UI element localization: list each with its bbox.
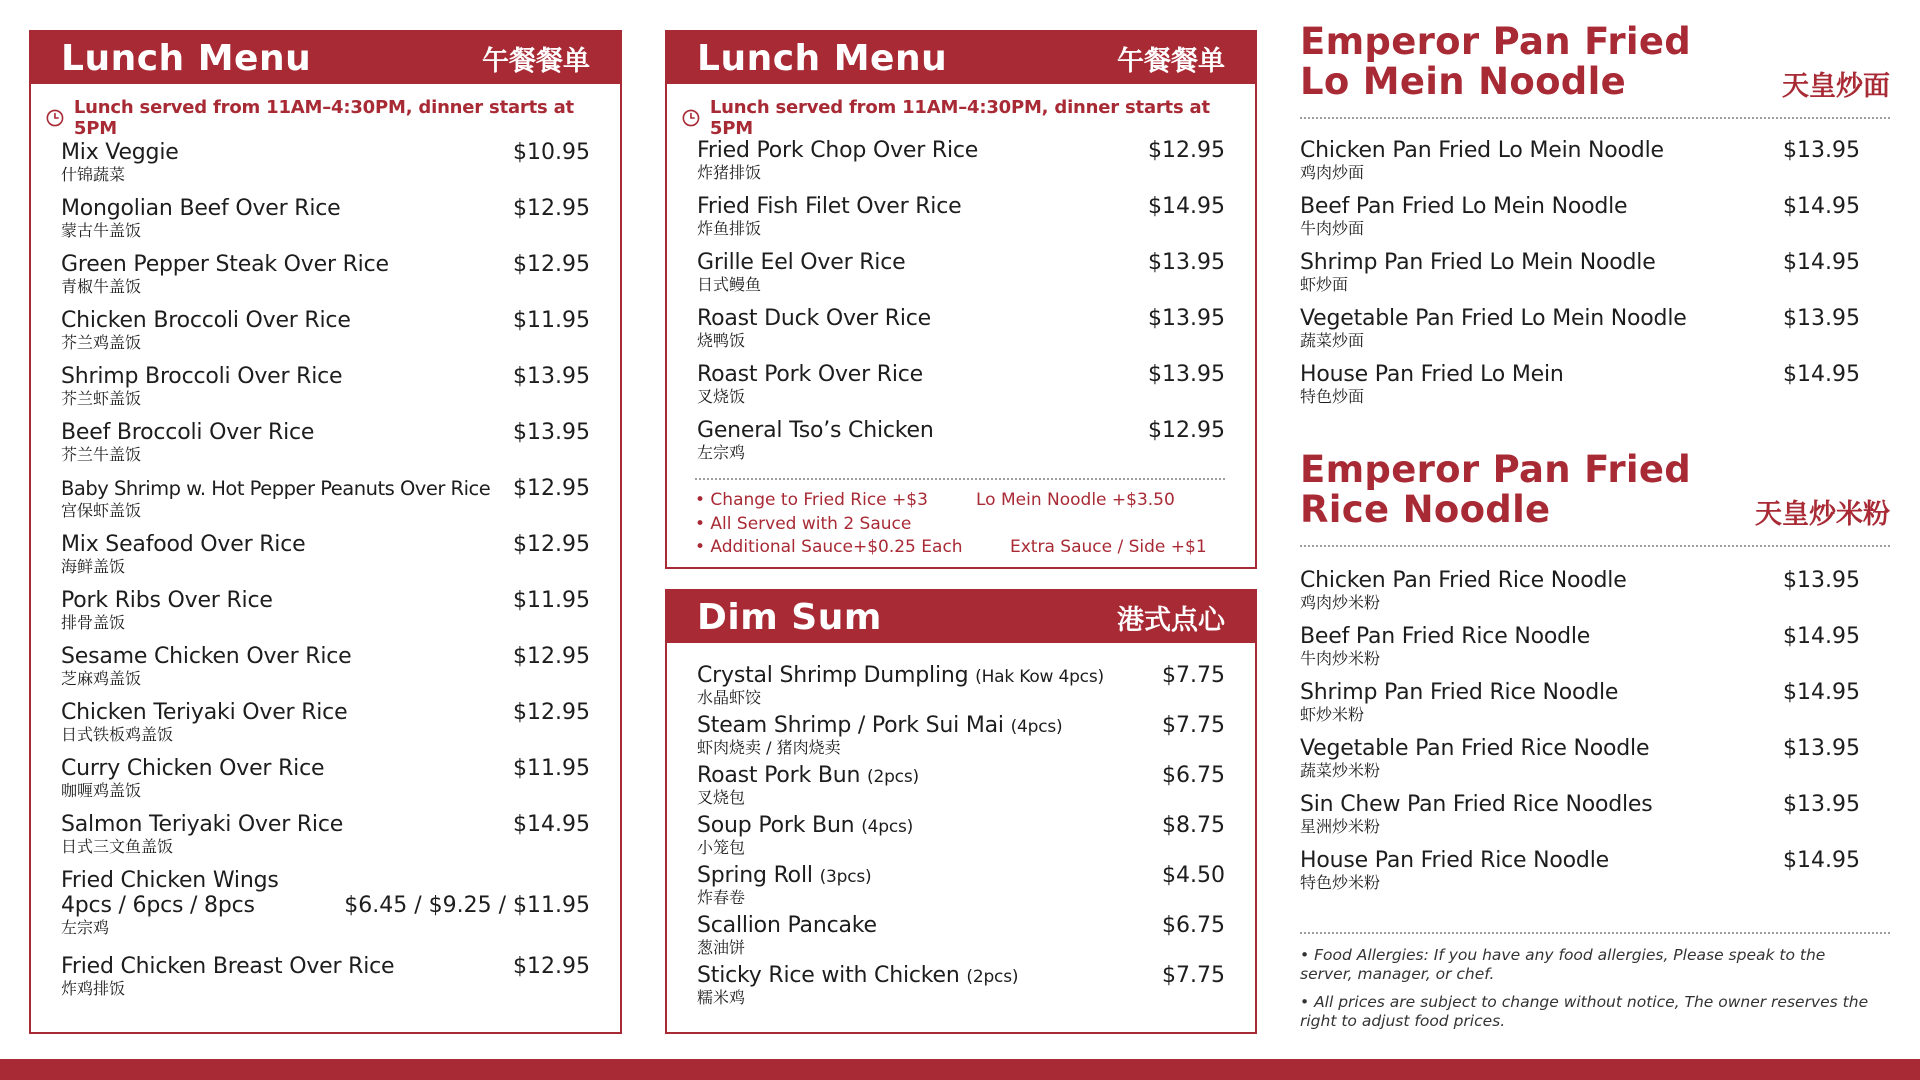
menu-item — [667, 813, 1255, 863]
lunch-menu-panel-mid — [665, 30, 1257, 569]
menu-item — [1270, 624, 1890, 680]
menu-item-price: $12.95 — [513, 476, 590, 501]
section-title-line2: Rice Noodle — [1300, 488, 1551, 531]
menu-item-name — [1300, 736, 1649, 761]
menu-item-name-text: Shrimp Pan Fried Rice Noodle — [1300, 680, 1619, 705]
menu-item-name-text: Salmon Teriyaki Over Rice — [61, 812, 344, 837]
menu-item-row — [61, 893, 590, 918]
menu-item — [667, 418, 1255, 474]
menu-item-name — [697, 763, 919, 788]
menu-item-price: $12.95 — [513, 954, 590, 979]
menu-item-name-text: House Pan Fried Lo Mein — [1300, 362, 1564, 387]
menu-item-row — [697, 963, 1225, 988]
menu-item-name-text: Fried Fish Filet Over Rice — [697, 194, 962, 219]
menu-item-name-cn: 星洲炒米粉 — [1300, 817, 1381, 836]
menu-item-name-text: Scallion Pancake — [697, 913, 877, 938]
lunch-hours-notice — [667, 84, 1255, 139]
menu-item-row — [697, 763, 1225, 788]
menu-item-row — [61, 252, 590, 277]
lunch-hours-notice — [31, 84, 620, 139]
menu-item-price: $13.95 — [1783, 138, 1860, 163]
menu-item-row — [61, 476, 590, 501]
menu-item-name — [697, 813, 913, 838]
menu-item-name-cn: 芥兰牛盖饭 — [61, 445, 142, 464]
menu-item-name-text: Soup Pork Bun — [697, 813, 855, 838]
menu-item-row — [61, 812, 590, 837]
menu-item-row — [697, 418, 1225, 443]
menu-item-price: $13.95 — [1148, 250, 1225, 275]
menu-item-name-text: Shrimp Broccoli Over Rice — [61, 364, 343, 389]
menu-item-row — [697, 194, 1225, 219]
menu-item-name-text: House Pan Fried Rice Noodle — [1300, 848, 1609, 873]
extra-lo-mein: Lo Mein Noodle +$3.50 — [976, 490, 1175, 510]
notice-text: Lunch served from 11AM–4:30PM, dinner starts at 5PM — [709, 97, 1210, 139]
menu-item-row — [697, 362, 1225, 387]
menu-item-row — [61, 588, 590, 613]
menu-item-price: $12.95 — [1148, 138, 1225, 163]
prices-footnote: • All prices are subject to change without notice, The owner reserves the right to adjust food prices. — [1300, 993, 1869, 1030]
menu-item-name-cn: 芥兰虾盖饭 — [61, 389, 142, 408]
menu-item-price: $14.95 — [1148, 194, 1225, 219]
menu-item-name — [697, 963, 1018, 988]
menu-list — [667, 663, 1255, 1013]
menu-item-name — [1300, 306, 1687, 331]
menu-item-name-text: Beef Pan Fried Rice Noodle — [1300, 624, 1591, 649]
menu-item — [1270, 848, 1890, 904]
menu-item-name-cn: 小笼包 — [697, 838, 746, 857]
panel-title-cn: 午餐餐单 — [482, 45, 590, 77]
menu-item-row — [1300, 568, 1860, 593]
menu-item-name-cn: 牛肉炒米粉 — [1300, 649, 1381, 668]
menu-item-name-cn: 宫保虾盖饭 — [61, 501, 142, 520]
menu-item-name — [61, 532, 305, 557]
menu-item-name — [1300, 680, 1618, 705]
menu-item-sizes: 4pcs / 6pcs / 8pcs — [61, 893, 255, 918]
menu-item-name — [61, 196, 341, 221]
menu-list — [667, 138, 1255, 474]
menu-item — [31, 954, 620, 999]
menu-item-name-cn: 水晶虾饺 — [697, 688, 762, 707]
panel-title-cn: 港式点心 — [1117, 604, 1225, 636]
menu-item-price: $12.95 — [513, 196, 590, 221]
menu-item-name-text: Roast Pork Bun — [697, 763, 861, 788]
menu-item-row — [1300, 138, 1860, 163]
menu-item-portion: (4pcs) — [1010, 717, 1063, 737]
menu-item-price: $6.45 / $9.25 / $11.95 — [344, 893, 590, 918]
menu-item-name-text: Shrimp Pan Fried Lo Mein Noodle — [1300, 250, 1656, 275]
menu-item-name — [61, 644, 351, 669]
menu-item-name-text: Green Pepper Steak Over Rice — [61, 252, 389, 277]
menu-item-price: $14.95 — [513, 812, 590, 837]
menu-item — [1270, 680, 1890, 736]
menu-item-name-text: Spring Roll — [697, 863, 813, 888]
extra-side-sauce: Extra Sauce / Side +$1 — [1010, 537, 1207, 557]
menu-item-row — [61, 644, 590, 669]
menu-item-name-cn: 左宗鸡 — [697, 443, 746, 462]
clock-icon — [46, 109, 64, 127]
menu-item-name — [1300, 624, 1590, 649]
menu-item — [1270, 792, 1890, 848]
menu-item — [31, 364, 620, 420]
menu-item-name — [697, 663, 1104, 688]
panel-title: Dim Sum — [697, 596, 882, 638]
menu-item-price: $13.95 — [1148, 306, 1225, 331]
menu-item-portion: (Hak Kow 4pcs) — [975, 667, 1104, 687]
menu-item-name — [1300, 194, 1627, 219]
menu-item-row — [1300, 624, 1860, 649]
menu-item-price: $14.95 — [1783, 680, 1860, 705]
menu-item-price: $14.95 — [1783, 848, 1860, 873]
menu-item-price: $10.95 — [513, 140, 590, 165]
menu-item-name-cn: 虾肉烧卖 / 猪肉烧卖 — [697, 738, 841, 757]
menu-item-name-text: General Tso’s Chicken — [697, 418, 934, 443]
menu-item-name-text: Sticky Rice with Chicken — [697, 963, 960, 988]
menu-item-name — [697, 250, 905, 275]
extra-additional-sauce: • Additional Sauce+$0.25 Each — [695, 537, 963, 557]
menu-item-price: $13.95 — [1783, 568, 1860, 593]
menu-item-price: $12.95 — [1148, 418, 1225, 443]
menu-item-name-cn: 叉烧包 — [697, 788, 746, 807]
menu-item-name — [697, 138, 978, 163]
menu-item-price: $13.95 — [513, 420, 590, 445]
menu-item-row — [697, 913, 1225, 938]
extra-fried-rice: • Change to Fried Rice +$3 — [695, 490, 928, 510]
menu-item-name-cn: 特色炒面 — [1300, 387, 1365, 406]
menu-item-name — [61, 812, 343, 837]
menu-item-name — [61, 700, 347, 725]
menu-item-name-cn: 芥兰鸡盖饭 — [61, 333, 142, 352]
menu-item-price: $6.75 — [1162, 913, 1225, 938]
menu-item-price: $7.75 — [1162, 963, 1225, 988]
menu-item-name-text: Crystal Shrimp Dumpling — [697, 663, 969, 688]
menu-item-row — [697, 306, 1225, 331]
notice-text: Lunch served from 11AM–4:30PM, dinner starts at 5PM — [73, 97, 574, 139]
menu-item-name-cn: 炸鸡排饭 — [61, 979, 126, 998]
menu-item-name — [697, 713, 1063, 738]
menu-item-name — [61, 477, 490, 500]
menu-item-name-cn: 蒙古牛盖饭 — [61, 221, 142, 240]
menu-item-row — [1300, 194, 1860, 219]
menu-item — [667, 138, 1255, 194]
menu-item — [667, 194, 1255, 250]
menu-item-name-text: Roast Duck Over Rice — [697, 306, 931, 331]
menu-item-name-cn: 海鲜盖饭 — [61, 557, 126, 576]
menu-item-row — [61, 700, 590, 725]
menu-item-name-text: Baby Shrimp w. Hot Pepper Peanuts Over Rice — [61, 477, 491, 500]
menu-item-portion: (2pcs) — [966, 967, 1019, 987]
menu-item-name — [1300, 848, 1609, 873]
section-title-line1: Emperor Pan Fried — [1300, 448, 1692, 491]
panel-header — [667, 591, 1255, 643]
section-title — [1300, 450, 1691, 530]
menu-item-name — [1300, 792, 1653, 817]
menu-item-name-cn: 葱油饼 — [697, 938, 746, 957]
menu-item-row — [697, 713, 1225, 738]
menu-item-name — [61, 588, 273, 613]
menu-item-name — [1300, 138, 1664, 163]
menu-item-price: $14.95 — [1783, 362, 1860, 387]
menu-item-name-text: Beef Pan Fried Lo Mein Noodle — [1300, 194, 1628, 219]
menu-item-price: $6.75 — [1162, 763, 1225, 788]
menu-item-row — [1300, 306, 1860, 331]
menu-item-row — [61, 756, 590, 781]
menu-item-name — [1300, 362, 1564, 387]
menu-item-name-text: Beef Broccoli Over Rice — [61, 420, 315, 445]
menu-item — [31, 308, 620, 364]
menu-item — [667, 763, 1255, 813]
menu-item — [31, 140, 620, 196]
menu-item-name-text: Pork Ribs Over Rice — [61, 588, 273, 613]
menu-item-price: $11.95 — [513, 756, 590, 781]
divider — [1300, 545, 1890, 547]
menu-item-name-text: Mix Seafood Over Rice — [61, 532, 306, 557]
menu-item-price: $13.95 — [1783, 792, 1860, 817]
menu-item — [1270, 138, 1890, 194]
menu-item-row — [697, 863, 1225, 888]
menu-item — [1270, 306, 1890, 362]
menu-item — [31, 196, 620, 252]
menu-item — [667, 713, 1255, 763]
divider — [1300, 117, 1890, 119]
section-title-cn: 天皇炒米粉 — [1755, 499, 1890, 530]
menu-item-name-text: Mix Veggie — [61, 140, 179, 165]
menu-list — [31, 140, 620, 999]
menu-item-name-text: Curry Chicken Over Rice — [61, 756, 325, 781]
menu-item-price: $7.75 — [1162, 713, 1225, 738]
divider — [1300, 932, 1890, 934]
menu-item — [667, 306, 1255, 362]
menu-item-row — [697, 138, 1225, 163]
menu-item-name-cn: 牛肉炒面 — [1300, 219, 1365, 238]
menu-item-name — [697, 194, 961, 219]
divider — [695, 478, 1225, 480]
menu-item-name-cn: 炸鱼排饭 — [697, 219, 762, 238]
menu-item — [31, 420, 620, 476]
menu-item-price: $11.95 — [513, 588, 590, 613]
menu-item — [667, 913, 1255, 963]
menu-item-name-cn: 虾炒面 — [1300, 275, 1349, 294]
menu-item-name-text: Sesame Chicken Over Rice — [61, 644, 352, 669]
menu-item-row — [1300, 680, 1860, 705]
menu-item-name-text: Vegetable Pan Fried Rice Noodle — [1300, 736, 1650, 761]
section-title — [1300, 22, 1691, 102]
menu-item-price: $13.95 — [1783, 736, 1860, 761]
menu-list — [1270, 568, 1890, 904]
menu-item — [1270, 194, 1890, 250]
menu-item-price: $4.50 — [1162, 863, 1225, 888]
menu-item-row — [61, 364, 590, 389]
menu-item-name-cn: 鸡肉炒面 — [1300, 163, 1365, 182]
menu-item — [31, 812, 620, 868]
menu-item-name-text: Chicken Pan Fried Rice Noodle — [1300, 568, 1627, 593]
extra-two-sauce: • All Served with 2 Sauce — [695, 514, 912, 534]
menu-item-price: $12.95 — [513, 532, 590, 557]
menu-item-name-cn: 咖喱鸡盖饭 — [61, 781, 142, 800]
menu-item-price: $14.95 — [1783, 194, 1860, 219]
panel-title: Lunch Menu — [697, 37, 948, 79]
menu-item-portion: (2pcs) — [867, 767, 919, 787]
menu-item-name-cn: 炸春卷 — [697, 888, 746, 907]
menu-item-name-cn: 排骨盖饭 — [61, 613, 126, 632]
panel-header — [31, 32, 620, 84]
menu-item — [1270, 362, 1890, 418]
menu-item-name-cn: 叉烧饭 — [697, 387, 746, 406]
menu-item-price: $13.95 — [1148, 362, 1225, 387]
section-title-cn: 天皇炒面 — [1782, 71, 1890, 102]
menu-item-row — [61, 532, 590, 557]
menu-item — [1270, 568, 1890, 624]
menu-item-name-text: Fried Pork Chop Over Rice — [697, 138, 979, 163]
menu-item-name-text: Roast Pork Over Rice — [697, 362, 923, 387]
lunch-menu-panel-left — [29, 30, 622, 1034]
menu-item — [31, 476, 620, 532]
menu-item-price: $12.95 — [513, 252, 590, 277]
menu-item-name-cn: 糯米鸡 — [697, 988, 746, 1007]
menu-item-name-cn: 日式铁板鸡盖饭 — [61, 725, 174, 744]
menu-item-row — [1300, 736, 1860, 761]
menu-item-name — [61, 420, 314, 445]
menu-item-name — [697, 913, 877, 938]
menu-item-row — [61, 954, 590, 979]
menu-item-price: $12.95 — [513, 644, 590, 669]
bottom-bar — [0, 1059, 1920, 1080]
menu-item-name — [697, 863, 871, 888]
menu-item-row — [61, 308, 590, 333]
menu-item-row — [697, 250, 1225, 275]
menu-item-row — [697, 813, 1225, 838]
menu-item-row — [61, 196, 590, 221]
menu-item-name-cn: 鸡肉炒米粉 — [1300, 593, 1381, 612]
dim-sum-panel — [665, 589, 1257, 1034]
menu-item — [667, 963, 1255, 1013]
menu-item-name — [1300, 250, 1656, 275]
menu-item — [31, 644, 620, 700]
menu-item-name-text: Mongolian Beef Over Rice — [61, 196, 341, 221]
menu-item-name-text: Sin Chew Pan Fried Rice Noodles — [1300, 792, 1653, 817]
menu-item-name-cn: 虾炒米粉 — [1300, 705, 1365, 724]
menu-item-name — [697, 362, 923, 387]
menu-item — [31, 252, 620, 308]
menu-item-name — [61, 364, 342, 389]
menu-item-name — [61, 140, 179, 165]
menu-item-wings — [31, 868, 620, 954]
panel-header — [667, 32, 1255, 84]
menu-item-price: $14.95 — [1783, 250, 1860, 275]
menu-item-row — [1300, 250, 1860, 275]
clock-icon — [682, 109, 700, 127]
menu-item-name-cn: 日式鳗鱼 — [697, 275, 762, 294]
menu-item — [667, 362, 1255, 418]
menu-list — [1270, 138, 1890, 418]
menu-item-row — [61, 420, 590, 445]
menu-item-name: Fried Chicken Wings — [61, 868, 279, 893]
panel-title-cn: 午餐餐单 — [1117, 45, 1225, 77]
menu-item-portion: (4pcs) — [861, 817, 914, 837]
allergy-footnote: • Food Allergies: If you have any food allergies, Please speak to the server, manager, or chef. — [1300, 946, 1826, 983]
menu-item-price: $8.75 — [1162, 813, 1225, 838]
menu-item-name-cn: 蔬菜炒面 — [1300, 331, 1365, 350]
menu-item — [667, 863, 1255, 913]
section-title-line1: Emperor Pan Fried — [1300, 20, 1692, 63]
menu-item-name-text: Chicken Pan Fried Lo Mein Noodle — [1300, 138, 1664, 163]
menu-item — [1270, 250, 1890, 306]
menu-item — [1270, 736, 1890, 792]
menu-item-name-text: Chicken Broccoli Over Rice — [61, 308, 351, 333]
menu-item-name-text: Grille Eel Over Rice — [697, 250, 906, 275]
menu-item-name-cn: 烧鸭饭 — [697, 331, 746, 350]
menu-item-row — [61, 140, 590, 165]
menu-item — [31, 588, 620, 644]
section-title-line2: Lo Mein Noodle — [1300, 60, 1626, 103]
menu-item-name-cn: 特色炒米粉 — [1300, 873, 1381, 892]
menu-item — [667, 250, 1255, 306]
menu-item-row — [1300, 792, 1860, 817]
menu-item-name-text: Vegetable Pan Fried Lo Mein Noodle — [1300, 306, 1687, 331]
menu-item-row — [1300, 848, 1860, 873]
menu-item-name-cn: 青椒牛盖饭 — [61, 277, 142, 296]
menu-item-name-cn: 左宗鸡 — [61, 918, 110, 937]
menu-item — [31, 532, 620, 588]
menu-item-name-cn: 蔬菜炒米粉 — [1300, 761, 1381, 780]
menu-item-price: $7.75 — [1162, 663, 1225, 688]
menu-item-portion: (3pcs) — [819, 867, 872, 887]
menu-item-name — [61, 308, 351, 333]
menu-item-price: $13.95 — [1783, 306, 1860, 331]
menu-item-name — [61, 756, 324, 781]
menu-item-name — [697, 418, 934, 443]
panel-title: Lunch Menu — [61, 37, 312, 79]
menu-item-price: $12.95 — [513, 700, 590, 725]
menu-item — [667, 663, 1255, 713]
menu-item-name — [1300, 568, 1627, 593]
menu-item-name-cn: 炸猪排饭 — [697, 163, 762, 182]
menu-item-name-text: Steam Shrimp / Pork Sui Mai — [697, 713, 1004, 738]
menu-item-name-cn: 日式三文鱼盖饭 — [61, 837, 174, 856]
menu-item-price: $13.95 — [513, 364, 590, 389]
menu-item-name-cn: 芝麻鸡盖饭 — [61, 669, 142, 688]
menu-item-row — [697, 663, 1225, 688]
menu-item-name-cn: 什锦蔬菜 — [61, 165, 126, 184]
menu-item-name: Fried Chicken Breast Over Rice — [61, 954, 395, 979]
menu-item — [31, 700, 620, 756]
menu-item-row — [1300, 362, 1860, 387]
menu-item-name — [61, 252, 389, 277]
menu-item — [31, 756, 620, 812]
menu-item-name-text: Chicken Teriyaki Over Rice — [61, 700, 348, 725]
menu-item-price: $14.95 — [1783, 624, 1860, 649]
menu-item-name — [697, 306, 931, 331]
menu-item-price: $11.95 — [513, 308, 590, 333]
